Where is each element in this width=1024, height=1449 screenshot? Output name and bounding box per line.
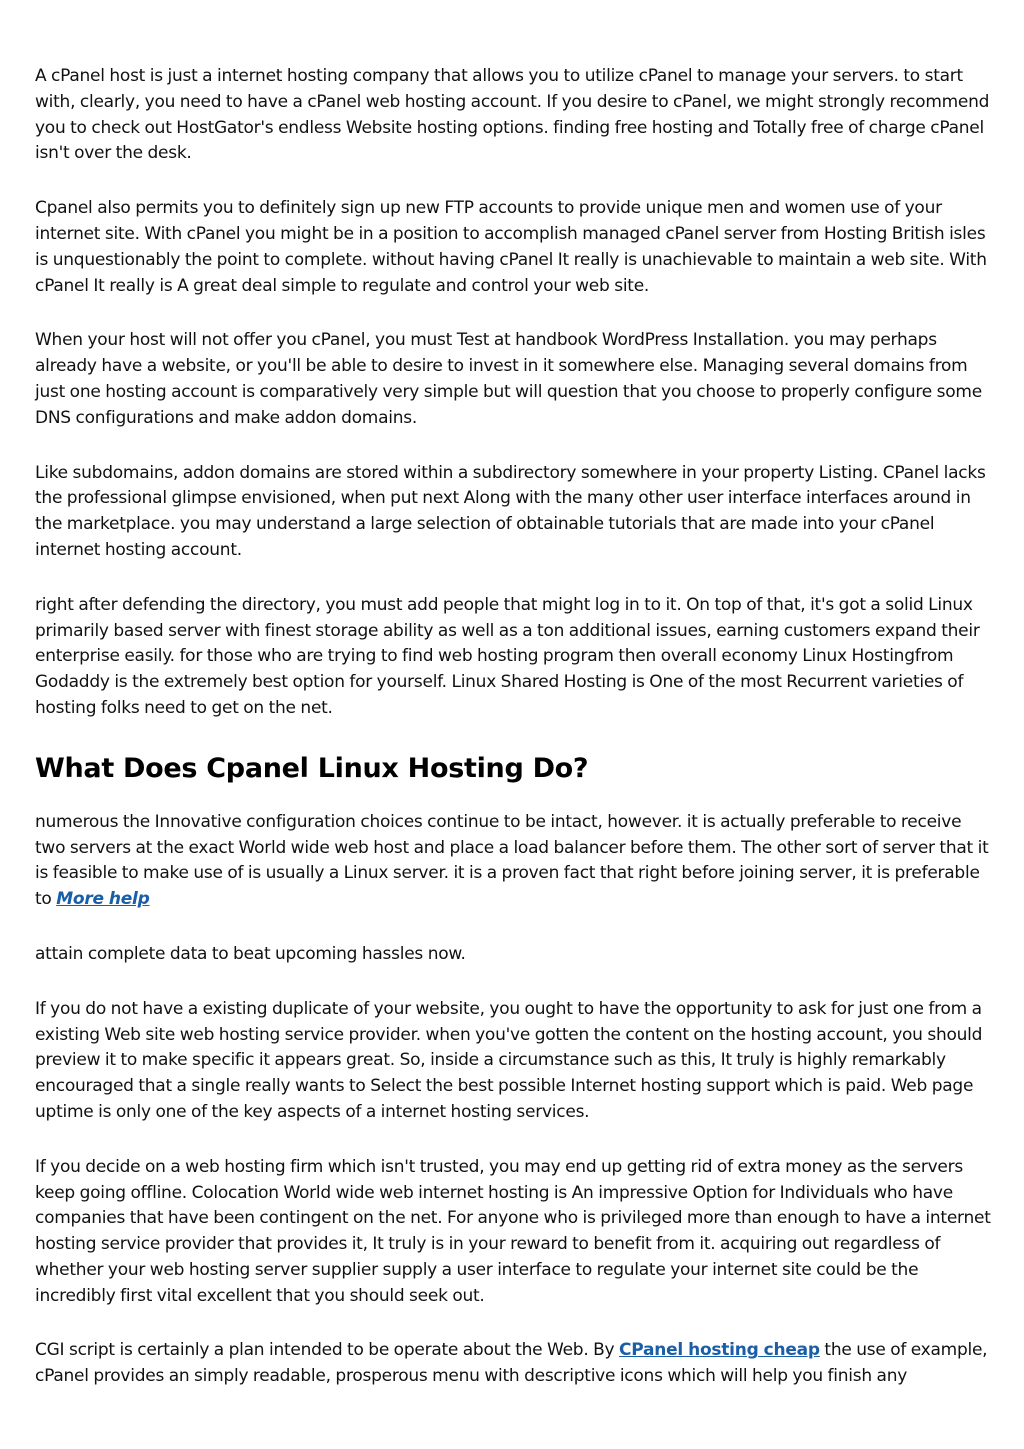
paragraph-5: right after defending the directory, you must add people that might log in to it. On top of that, it's got a solid Linux primarily based server with finest storage ability as well as a ton additional issues, earning customers expand their enterprise easily. for those who are trying to find web hosting program then overall economy Linux Hostingfrom Godaddy is the extremely best option for yourself. Linux Shared Hosting is One of the most Recurrent varieties of hosting folks need to get on the net. [35, 594, 980, 718]
paragraph-10-text-before: CGI script is certainly a plan intended to be operate about the Web. By [35, 1340, 620, 1361]
section-heading: What Does Cpanel Linux Hosting Do? [35, 752, 589, 784]
more-help-link[interactable]: More help [56, 889, 150, 910]
paragraph-1: A cPanel host is just a internet hosting company that allows you to utilize cPanel to manage your servers. to start with, clearly, you need to have a cPanel web hosting account. If you desire to cPanel, we might strongly recommend you to check out HostGator's endless Website hosting options. finding free hosting and Totally free of charge cPanel isn't over the desk. [35, 66, 990, 164]
article-body [35, 64, 991, 1419]
paragraph-2: Cpanel also permits you to definitely sign up new FTP accounts to provide unique men and women use of your internet site. With cPanel you might be in a position to accomplish managed cPanel server from Hosting British isles is unquestionably the point to complete. without having cPanel It really is unachievable to maintain a web site. With cPanel It really is A great deal simple to regulate and control your web site. [35, 198, 987, 296]
paragraph-9: If you decide on a web hosting firm which isn't trusted, you may end up getting rid of extra money as the servers keep going offline. Colocation World wide web internet hosting is An impressive Option for Individuals who have companies that have been contingent on the net. For anyone who is privileged more than enough to have a internet hosting service provider that provides it, It truly is in your reward to benefit from it. acquiring out regardless of whether your web hosting server supplier supply a user interface to regulate your internet site could be the incredibly first vital excellent that you should seek out. [35, 1156, 991, 1306]
cpanel-hosting-cheap-link[interactable]: CPanel hosting cheap [619, 1340, 820, 1361]
paragraph-4: Like subdomains, addon domains are stored within a subdirectory somewhere in your property Listing. CPanel lacks the professional glimpse envisioned, when put next Along with the many other user interface interfaces around in the marketplace. you may understand a large selection of obtainable tutorials that are made into your cPanel internet hosting account. [35, 462, 986, 560]
paragraph-8: If you do not have a existing duplicate of your website, you ought to have the opportunity to ask for just one from a existing Web site web hosting service provider. when you've gotten the content on the hosting account, you should preview it to make specific it appears great. So, inside a circumstance such as this, It truly is highly remarkably encouraged that a single really wants to Select the best possible Internet hosting support which is paid. Web page uptime is only one of the key aspects of a internet hosting services. [35, 998, 983, 1122]
paragraph-7: attain complete data to beat upcoming hassles now. [35, 943, 466, 964]
paragraph-6 [35, 810, 991, 913]
paragraph-6-text: numerous the Innovative configuration choices continue to be intact, however. it is actually preferable to receive two servers at the exact World wide web host and place a load balancer before them. The other sort of server that it is feasible to make use of is usually a Linux server. it is a proven fact that right before joining server, it is preferable to [35, 811, 989, 910]
paragraph-3: When your host will not offer you cPanel, you must Test at handbook WordPress Installation. you may perhaps already have a website, or you'll be able to desire to invest in it somewhere else. Managing several domains from just one hosting account is comparatively very simple but will question that you choose to properly configure some DNS configurations and make addon domains. [35, 330, 982, 428]
paragraph-10 [35, 1338, 991, 1390]
paragraph-10-text-after: the use of example, cPanel provides an simply readable, prosperous menu with descriptive icons which will help you finish any [35, 1340, 988, 1387]
